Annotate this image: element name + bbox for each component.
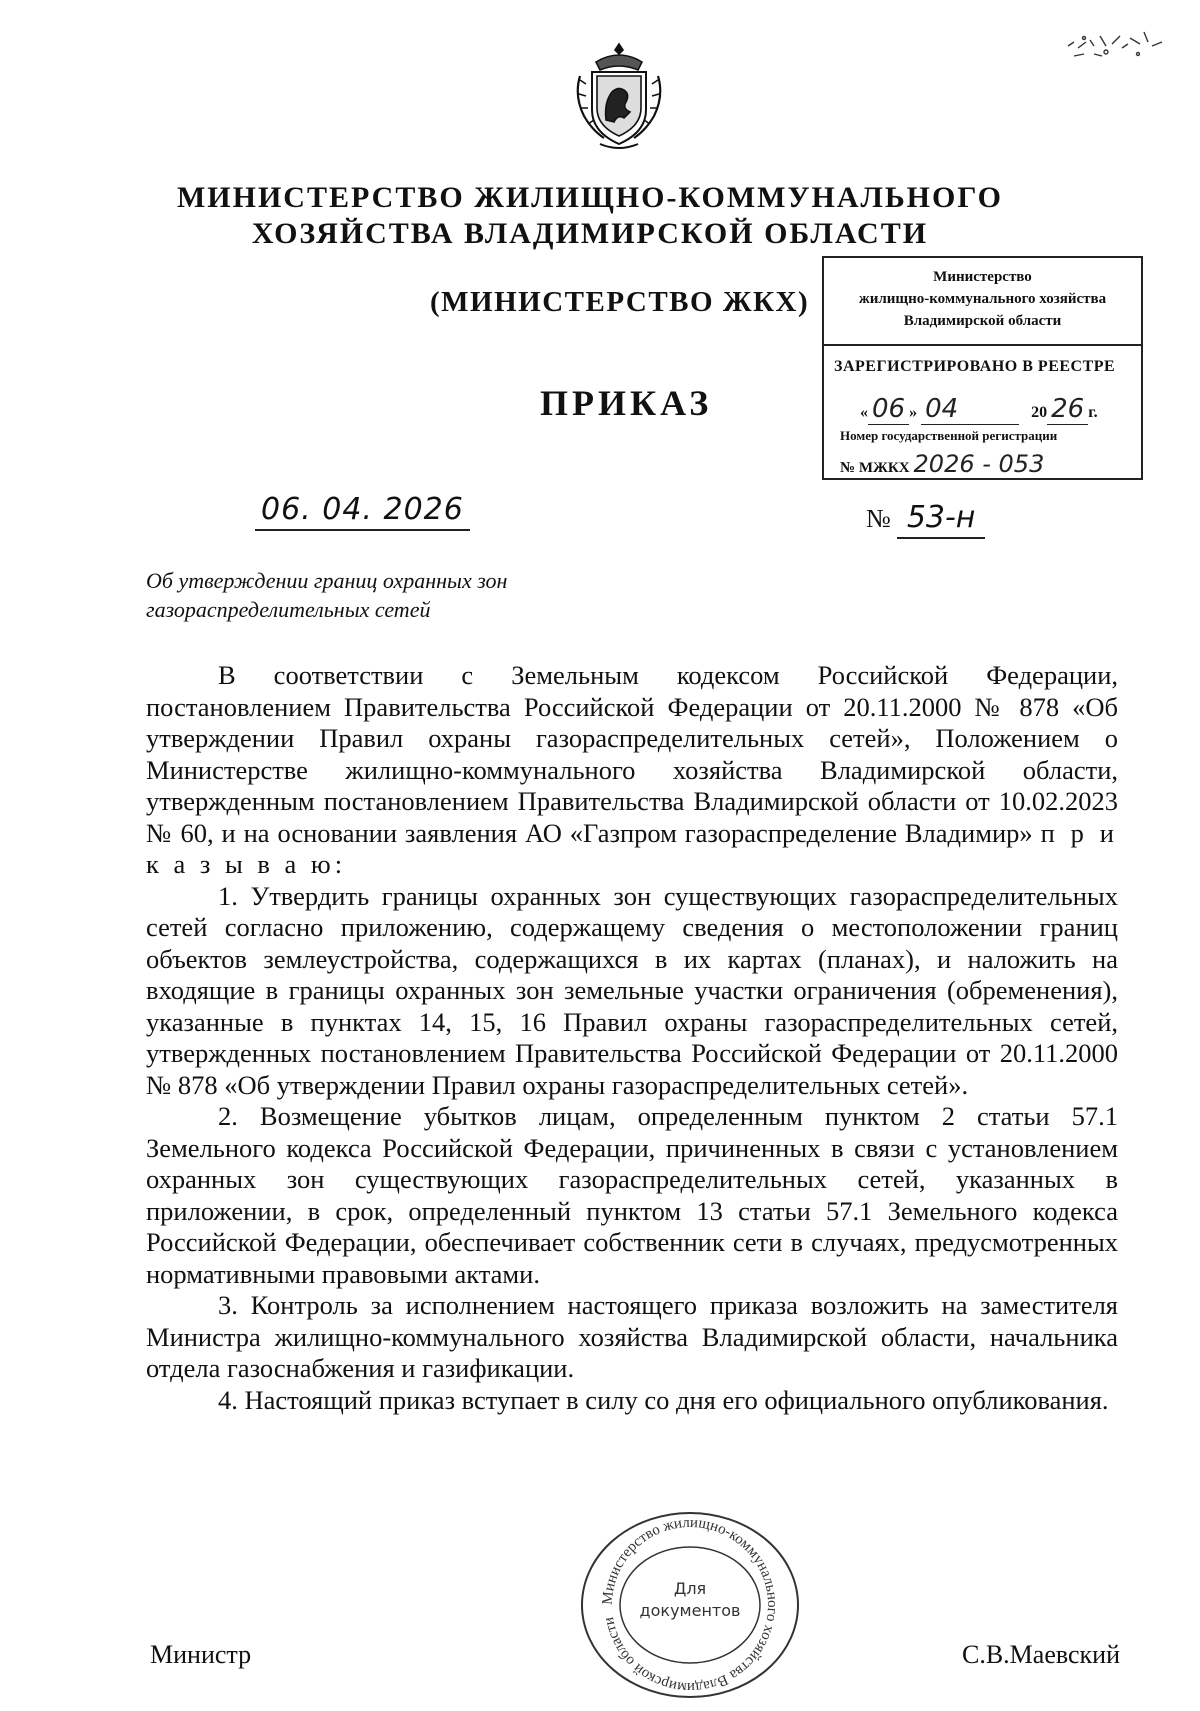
registration-day: 06 (868, 394, 909, 425)
order-item-2: 2. Возмещение убытков лицам, определенным пунктом 2 статьи 57.1 Земельного кодекса Российской Федерации, причиненных в связи с установлением охранных зон существующих газораспределительных сетей, указанных в приложении, в срок, определенный пунктом 13 статьи 57.1 Земельного кодекса Российской Федерации, обеспечивает собственник сети в случаях, предусмотренных нормативными правовыми актами. (146, 1101, 1118, 1289)
order-word: п р и к а з ы в а ю: (146, 817, 1118, 879)
seal-ring-text: Министерство жилищно-коммунального хозяйства Владимирской области (599, 1514, 781, 1696)
ministry-short-name: (МИНИСТЕРСТВО ЖКХ) (430, 286, 810, 318)
ministry-title-line2: ХОЗЯЙСТВА ВЛАДИМИРСКОЙ ОБЛАСТИ (251, 217, 929, 250)
order-item-1: 1. Утвердить границы охранных зон существующих газораспределительных сетей согласно приложению, содержащему сведения о местоположении границ объектов землеустройства, содержащихся в их картах (планах), и наложить на входящие в границы охранных зон земельные участки ограничения (обременения), указанные в пунктах 14, 15, 16 Правил охраны газораспределительных сетей, утвержденных постановлением Правительства Российской Федерации от 20.11.2000 № 878 «Об утверждении Правил охраны газораспределительных сетей». (146, 880, 1118, 1100)
official-seal (575, 1510, 805, 1700)
preamble-paragraph: В соответствии с Земельным кодексом Российской Федерации, постановлением Правительства Российской Федерации от 20.11.2000 № 878 «Об утверждении Правил охраны газораспределительных сетей», Положением о Министерстве жилищно-коммунального хозяйства Владимирской области, утвержденным постановлением Правительства Владимирской области от 10.02.2023 № 60, и на основании заявления АО «Газпром газораспределение Владимир» п р и к а з ы в а ю: (146, 660, 1118, 879)
coat-of-arms-icon (566, 40, 672, 152)
order-item-4: 4. Настоящий приказ вступает в силу со дня его официального опубликования. (218, 1384, 1109, 1415)
registration-date: « 06 » 04 20 26 г. (860, 394, 1098, 424)
order-date: 06. 04. 2026 (255, 492, 470, 531)
registration-stamp-divider (824, 344, 1141, 346)
order-number: 53-н (897, 500, 986, 539)
seal-center-line2: документов (639, 1601, 741, 1620)
ministry-title-line1: МИНИСТЕРСТВО ЖИЛИЩНО-КОММУНАЛЬНОГО (176, 181, 1004, 214)
registration-stamp-title: ЗАРЕГИСТРИРОВАНО В РЕЕСТРЕ (834, 358, 1116, 375)
seal-center-line1: Для (673, 1579, 707, 1598)
registration-month: 04 (921, 394, 1019, 425)
order-body (146, 660, 1118, 1416)
registration-number: 2026 - 053 (910, 450, 1049, 479)
registration-year: 26 (1047, 394, 1088, 425)
order-number-line: № 53-н (866, 500, 985, 539)
order-subject: Об утверждении границ охранных зон газораспределительных сетей (146, 568, 508, 622)
registration-stamp (822, 256, 1143, 480)
signatory-name: С.В.Маевский (961, 1640, 1120, 1669)
document-type: ПРИКАЗ (540, 383, 713, 423)
registration-number-label: Номер государственной регистрации (840, 428, 1058, 443)
signatory-title: Министр (150, 1640, 252, 1669)
registration-stamp-org: Министерство жилищно-коммунального хозяйства Владимирской области (858, 269, 1107, 329)
scan-artifact (1060, 18, 1170, 68)
order-item-3: 3. Контроль за исполнением настоящего приказа возложить на заместителя Министра жилищно-коммунального хозяйства Владимирской области, начальника отдела газоснабжения и газификации. (146, 1290, 1118, 1383)
registration-number-line: № МЖКХ 2026 - 053 (840, 450, 1048, 479)
